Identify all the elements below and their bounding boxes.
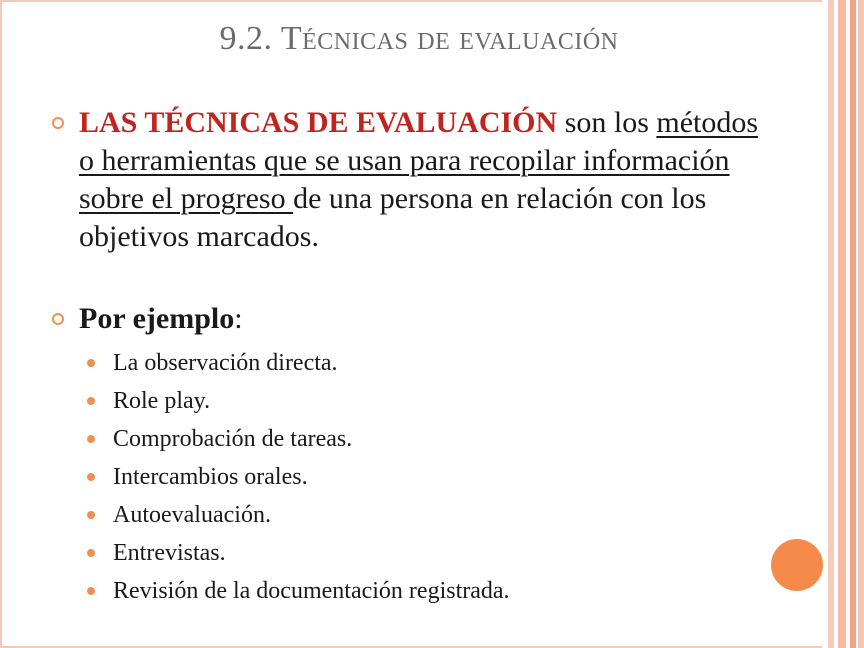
dot-bullet-icon bbox=[87, 549, 95, 557]
ring-bullet-icon bbox=[52, 313, 64, 325]
list-item-text: Autoevaluación. bbox=[113, 502, 271, 528]
definition-highlight: LAS TÉCNICAS DE EVALUACIÓN bbox=[79, 106, 558, 139]
definition-underlined: métodos o herramientas que se usan para recopilar información sobre el progreso bbox=[79, 106, 759, 215]
dot-bullet-icon bbox=[87, 473, 95, 481]
examples-colon: : bbox=[234, 302, 243, 335]
dot-bullet-icon bbox=[87, 359, 95, 367]
dot-bullet-icon bbox=[87, 435, 95, 443]
list-item bbox=[52, 344, 772, 382]
slide-content bbox=[52, 104, 772, 610]
ring-bullet-icon bbox=[52, 117, 64, 129]
decorative-circle bbox=[771, 539, 823, 591]
bullet-definition bbox=[52, 104, 772, 256]
list-item bbox=[52, 420, 772, 458]
list-item-text: Entrevistas. bbox=[113, 540, 226, 566]
list-item-text: Intercambios orales. bbox=[113, 464, 308, 490]
bullet-examples bbox=[52, 300, 772, 338]
list-item bbox=[52, 382, 772, 420]
definition-text-a: son los bbox=[557, 106, 657, 139]
list-item-text: Revisión de la documentación registrada. bbox=[113, 578, 510, 604]
dot-bullet-icon bbox=[87, 397, 95, 405]
dot-bullet-icon bbox=[87, 511, 95, 519]
definition-text-b: de una persona en relación con los objetivos marcados. bbox=[79, 182, 707, 253]
list-item bbox=[52, 534, 772, 572]
spacer bbox=[52, 256, 772, 300]
list-item bbox=[52, 572, 772, 610]
list-item bbox=[52, 496, 772, 534]
list-item-text: Role play. bbox=[113, 388, 211, 414]
list-item bbox=[52, 458, 772, 496]
dot-bullet-icon bbox=[87, 587, 95, 595]
examples-label: Por ejemplo bbox=[79, 302, 235, 335]
list-item-text: Comprobación de tareas. bbox=[113, 426, 353, 452]
list-item-text: La observación directa. bbox=[113, 350, 338, 376]
examples-list bbox=[52, 344, 772, 610]
slide-title: 9.2. Técnicas de evaluación bbox=[219, 20, 619, 57]
decorative-stripes bbox=[822, 0, 864, 648]
